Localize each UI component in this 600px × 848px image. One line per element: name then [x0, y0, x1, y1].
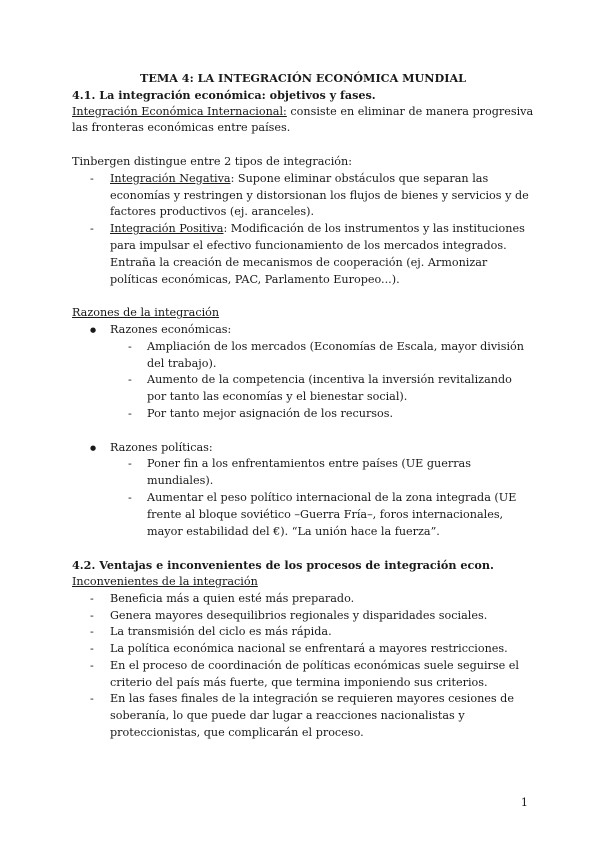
tinbergen-paragraph: Tinbergen distingue entre 2 tipos de integración: [72, 154, 352, 168]
definition-text: consiste en eliminar de manera progresiva las fronteras económicas entre países. [72, 104, 534, 135]
reasons-heading: Razones de la integración [72, 306, 220, 320]
type-text: : Modificación de los instrumentos y las instituciones para impulsar el efectivo funcionamiento de los mercados integrados. Entraña la creación de mecanismos de cooperación (ej. Armonizar políticas económicas, PAC, Parlamento Europeo...). [110, 222, 525, 286]
reasons-list [72, 322, 534, 540]
page-title: TEMA 4: LA INTEGRACIÓN ECONÓMICA MUNDIAL [140, 71, 466, 85]
page-body [72, 70, 534, 742]
political-reasons-label: ● Razones políticas: [72, 440, 534, 457]
page-number: 1 [520, 796, 528, 809]
list-item: - En el proceso de coordinación de políticas económicas suele seguirse el criterio del país más fuerte, que termina imponiendo sus criterios. [72, 658, 534, 692]
list-item: - La política económica nacional se enfrentará a mayores restricciones. [72, 641, 534, 658]
integration-types-list [72, 171, 534, 289]
type-term: Integración Positiva [110, 222, 224, 236]
list-item [72, 221, 534, 288]
drawbacks-heading: Inconvenientes de la integración [72, 574, 258, 588]
list-item: - Beneficia más a quien esté más preparado. [72, 591, 534, 608]
list-item: - Por tanto mejor asignación de los recursos. [72, 406, 534, 423]
definition-paragraph [72, 104, 534, 138]
section-heading-4-1: 4.1. La integración económica: objetivos y fases. [72, 87, 376, 102]
type-text: : Supone eliminar obstáculos que separan las economías y restringen y distorsionan los flujos de bienes y servicios y de factores productivos (ej. aranceles). [110, 171, 529, 219]
list-item: - Aumentar el peso político internacional de la zona integrada (UE frente al bloque soviético –Guerra Fría–, foros internacionales, mayor estabilidad del €). “La unión hace la fuerza”. [72, 490, 534, 540]
section-heading-4-2: 4.2. Ventajas e inconvenientes de los procesos de integración econ. [72, 558, 494, 573]
type-term: Integración Negativa [110, 171, 231, 185]
list-item: - La transmisión del ciclo es más rápida. [72, 624, 534, 641]
definition-term: Integración Económica Internacional: [72, 104, 287, 118]
list-item: - Ampliación de los mercados (Economías de Escala, mayor división del trabajo). [72, 339, 534, 373]
list-item: - Aumento de la competencia (incentiva la inversión revitalizando por tanto las economías y el bienestar social). [72, 372, 534, 406]
drawbacks-list [72, 591, 534, 742]
list-item: - Genera mayores desequilibrios regionales y disparidades sociales. [72, 608, 534, 625]
list-item: - En las fases finales de la integración se requieren mayores cesiones de soberanía, lo que puede dar lugar a reacciones nacionalistas y proteccionistas, que complicarán el proceso. [72, 691, 534, 741]
list-item [72, 171, 534, 221]
economic-reasons-label: ● Razones económicas: [72, 322, 534, 339]
list-item: - Poner fin a los enfrentamientos entre países (UE guerras mundiales). [72, 456, 534, 490]
